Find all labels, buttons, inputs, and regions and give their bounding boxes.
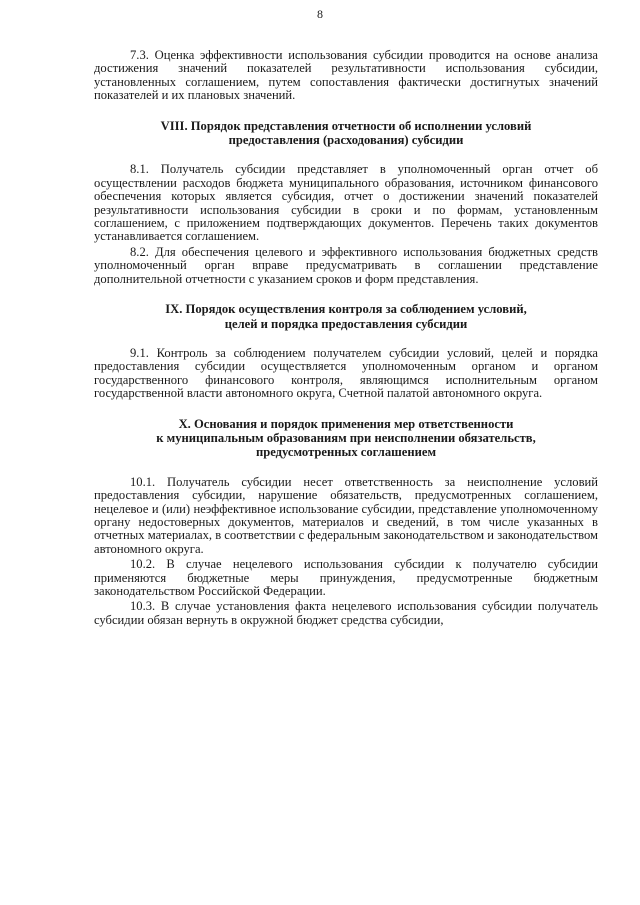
section-10-heading-line-2: к муниципальным образованиям при неисполнении обязательств, xyxy=(156,430,536,445)
paragraph-7-3: 7.3. Оценка эффективности использования субсидии проводится на основе анализа достижения значений показателей результативности использования субсидии, установленных соглашением, путем сопоставления фактически достигнутых значений показателей и их плановых значений. xyxy=(94,48,598,103)
section-9-heading-line-2: целей и порядка предоставления субсидии xyxy=(224,316,468,331)
paragraph-9-1: 9.1. Контроль за соблюдением получателем субсидии условий, целей и порядка предоставления субсидии осуществляется уполномоченным органом и органом государственного финансового контроля, являющимся исполнительным органом государственной власти автономного округа, Счетной палатой автономного округа. xyxy=(94,345,598,401)
section-9-heading-line-1: IX. Порядок осуществления контроля за соблюдением условий, xyxy=(165,302,527,317)
paragraph-10-1: 10.1. Получатель субсидии несет ответственность за неисполнение условий предоставления субсидии, нарушение обязательств, предусмотренных соглашением, нецелевое и (или) неэффективное использование субсидии, представление уполномоченному органу недостоверных документов, материалов и сведений, в том числе указанных в отчетных материалах, в соответствии с федеральным законодательством и законодательством автономного округа. xyxy=(94,474,598,556)
document-body xyxy=(94,49,598,627)
paragraph-8-1: 8.1. Получатель субсидии представляет в уполномоченный орган отчет об осуществлении расходов бюджета муниципального образования, источником финансового обеспечения которых является субсидия, отчет о достижении значений показателей результативности использования субсидии в сроки и по формам, установленным соглашением, с приложением подтверждающих документов. Перечень таких документов устанавливается соглашением. xyxy=(94,162,598,244)
section-10-heading-line-3: предусмотренных соглашением xyxy=(255,445,437,460)
paragraph-10-3: 10.3. В случае установления факта нецелевого использования субсидии получатель субсидии обязан вернуть в окружной бюджет средства субсидии, xyxy=(94,599,598,627)
section-8-heading xyxy=(94,119,598,148)
section-9-heading xyxy=(94,302,598,331)
section-10-heading-line-1: X. Основания и порядок применения мер ответственности xyxy=(178,416,514,431)
section-10-heading xyxy=(94,417,598,460)
paragraph-8-2: 8.2. Для обеспечения целевого и эффективного использования бюджетных средств уполномоченный орган вправе предусматривать в соглашении представление дополнительной отчетности с указанием сроков и форм представления. xyxy=(94,244,598,286)
paragraph-10-2: 10.2. В случае нецелевого использования субсидии к получателю субсидии применяются бюджетные меры принуждения, предусмотренные бюджетным законодательством Российской Федерации. xyxy=(94,557,598,598)
page-number: 8 xyxy=(317,7,323,21)
section-8-heading-line-1: VIII. Порядок представления отчетности об исполнении условий xyxy=(160,118,532,133)
section-8-heading-line-2: предоставления (расходования) субсидии xyxy=(228,133,464,148)
